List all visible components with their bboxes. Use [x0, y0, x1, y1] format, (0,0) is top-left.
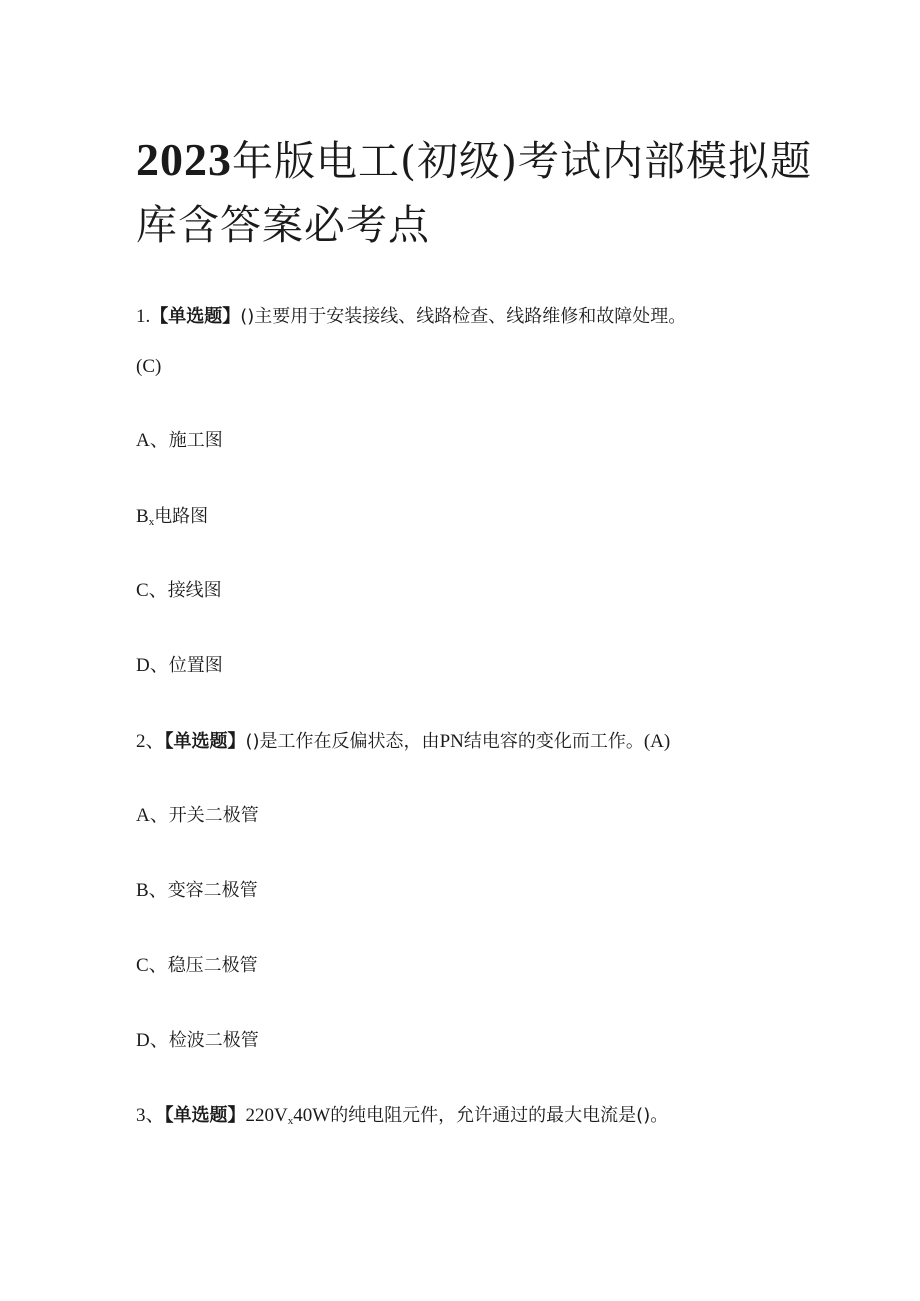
option-key: A、	[136, 430, 169, 451]
title-text: 年版电工(初级)考试内部模拟题库含答案必考点	[136, 137, 812, 249]
option-text: 检波二极管	[168, 1030, 259, 1051]
option-key: A、	[136, 805, 169, 826]
option-text: 变容二极管	[167, 880, 258, 901]
question-code: PN	[439, 731, 464, 752]
question-code-subscript: x	[287, 1115, 294, 1127]
option-text: 接线图	[167, 580, 222, 601]
question-1-option-d	[136, 653, 223, 679]
question-text: ()是工作在反偏状态，由	[245, 731, 440, 752]
question-code: 40W	[293, 1105, 331, 1126]
question-number: 3、	[136, 1105, 165, 1126]
question-2-option-c	[136, 953, 258, 979]
question-answer: (A)	[643, 731, 671, 752]
option-key: D、	[136, 655, 169, 676]
title-year: 2023	[136, 134, 232, 185]
question-number: 1.	[136, 306, 151, 327]
question-3-stem	[136, 1103, 668, 1134]
question-1-stem	[136, 304, 686, 330]
option-key: B、	[136, 880, 168, 901]
option-text: 稳压二极管	[167, 955, 258, 976]
question-number: 2、	[136, 731, 165, 752]
question-2-option-a	[136, 803, 259, 829]
question-2-option-d	[136, 1028, 259, 1054]
question-2-stem	[136, 729, 670, 755]
option-key: C、	[136, 580, 168, 601]
option-text: 位置图	[168, 655, 223, 676]
question-1-option-b	[136, 504, 208, 535]
question-type: 【单选题】	[164, 731, 246, 752]
question-text: 的纯电阻元件，允许通过的最大电流是()。	[330, 1105, 669, 1126]
question-type: 【单选题】	[150, 306, 241, 327]
question-type: 【单选题】	[164, 1105, 246, 1126]
option-key: D、	[136, 1030, 169, 1051]
option-key: B	[136, 506, 149, 527]
option-text: 施工图	[168, 430, 223, 451]
question-2-option-b	[136, 878, 258, 904]
question-text: ()主要用于安装接线、线路检查、线路维修和故障处理。	[240, 306, 687, 327]
option-key-subscript: x	[148, 516, 155, 528]
option-text: 电路图	[154, 506, 209, 527]
document-title	[136, 128, 816, 257]
question-1-option-c	[136, 578, 222, 604]
question-text: 结电容的变化而工作。	[463, 731, 644, 752]
question-code: 220V	[245, 1105, 288, 1126]
question-1-answer: (C)	[136, 356, 162, 377]
option-key: C、	[136, 955, 168, 976]
question-1-option-a	[136, 428, 223, 454]
option-text: 开关二极管	[168, 805, 259, 826]
